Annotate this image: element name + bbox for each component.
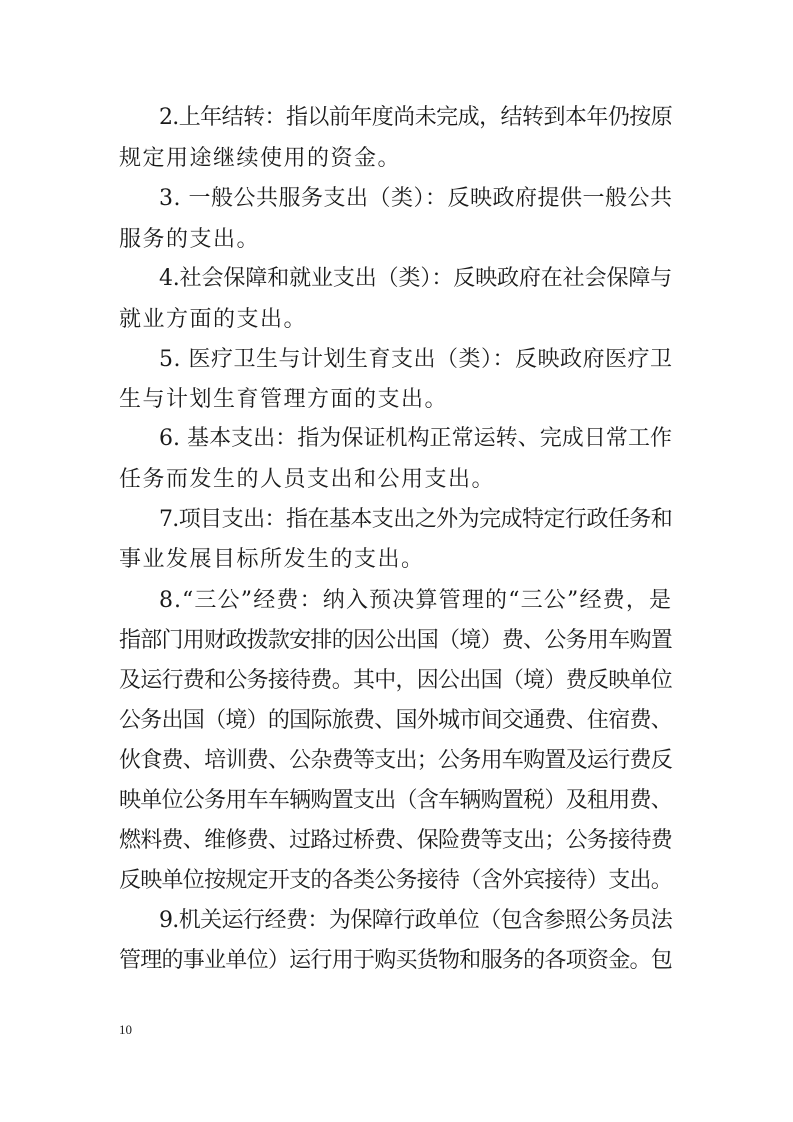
text-line: 3. 一般公共服务支出（类）：反映政府提供一般公共 — [159, 186, 673, 211]
page-number: 10 — [119, 1022, 132, 1037]
text-line: 就业方面的支出。 — [119, 307, 308, 332]
text-line: 9.机关运行经费：为保障行政单位（包含参照公务员法 — [159, 908, 672, 933]
text-line: 2.上年结转：指以前年度尚未完成，结转到本年仍按原 — [159, 105, 672, 130]
text-line: 6. 基本支出：指为保证机构正常运转、完成日常工作 — [159, 426, 672, 451]
text-line: 5. 医疗卫生与计划生育支出（类）：反映政府医疗卫 — [159, 347, 673, 372]
text-line: 任务而发生的人员支出和公用支出。 — [119, 467, 496, 492]
text-line: 生与计划生育管理方面的支出。 — [119, 387, 449, 412]
text-line: 8.“三公”经费：纳入预决算管理的“三公”经费，是 — [159, 588, 672, 613]
text-line: 7.项目支出：指在基本支出之外为完成特定行政任务和 — [159, 507, 672, 532]
text-line: 服务的支出。 — [119, 227, 261, 252]
text-line: 4.社会保障和就业支出（类）：反映政府在社会保障与 — [159, 266, 672, 291]
text-line: 规定用途继续使用的资金。 — [119, 146, 402, 171]
text-line: 及运行费和公务接待费。其中，因公出国（境）费反映单位 — [119, 668, 672, 693]
text-line: 公务出国（境）的国际旅费、国外城市间交通费、住宿费、 — [119, 708, 672, 733]
text-line: 事业发展目标所发生的支出。 — [119, 547, 425, 572]
text-line: 管理的事业单位）运行用于购买货物和服务的各项资金。包 — [119, 948, 672, 973]
text-line: 燃料费、维修费、过路过桥费、保险费等支出；公务接待费 — [119, 828, 672, 853]
text-line: 伙食费、培训费、公杂费等支出；公务用车购置及运行费反 — [119, 748, 672, 773]
text-line: 映单位公务用车车辆购置支出（含车辆购置税）及租用费、 — [119, 788, 672, 813]
text-line: 指部门用财政拨款安排的因公出国（境）费、公务用车购置 — [119, 628, 672, 653]
text-line: 反映单位按规定开支的各类公务接待（含外宾接待）支出。 — [119, 868, 672, 893]
